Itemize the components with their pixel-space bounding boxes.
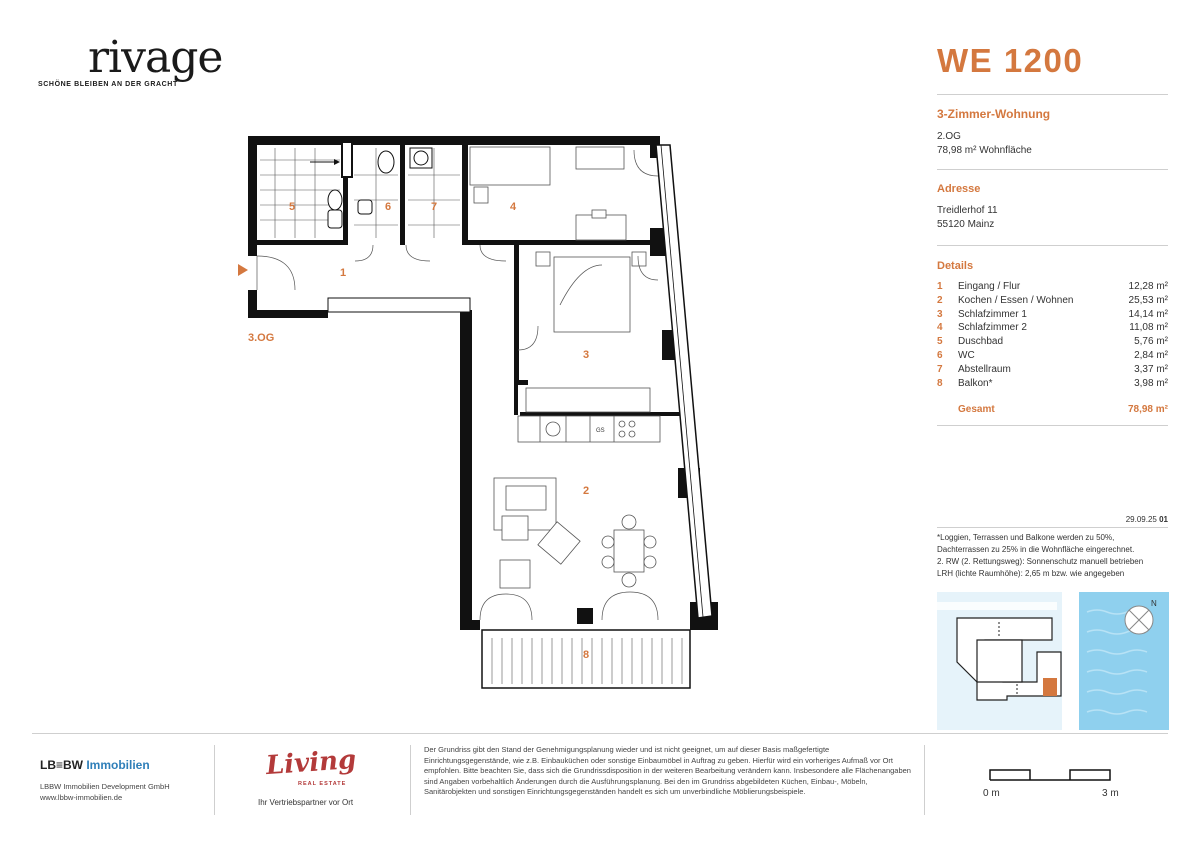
list-item: 1 Eingang / Flur 12,28 m² [937,281,1168,292]
list-item: 7 Abstellraum 3,37 m² [937,363,1168,375]
brand-tagline: SCHÖNE BLEIBEN AN DER GRACHT [38,81,178,88]
unit-floor: 2.OG [937,131,961,142]
room-number-6: 6 [385,201,392,213]
room-number-3: 3 [583,349,590,361]
lbbw-logo: LB≡BW Immobilien [40,758,150,772]
kitchen-counter [518,416,660,442]
unit-title: WE 1200 [937,42,1084,79]
details-heading: Details [937,260,974,272]
site-map [937,592,1169,730]
walls [248,136,718,630]
list-item: 4 Schlafzimmer 2 11,08 m² [937,322,1168,334]
scale-start: 0 m [983,788,1000,799]
notes: *Loggien, Terrassen und Balkone werden zu 50%, Dachterrassen zu 25% in die Wohnfläche eingerechnet. 2. RW (2. Rettungsweg): Sonnenschutz manuell betrieben LRH (lichte Raumhöhe): 2,65 m bzw. wie angegeben [937,533,1144,578]
lbbw-url[interactable]: www.lbbw-immobilien.de [40,793,123,802]
desk [576,215,626,240]
dishwasher-label: GS [596,428,605,434]
divider [937,425,1168,426]
room-number-7: 7 [431,201,438,213]
unit-type: 3-Zimmer-Wohnung [937,107,1051,121]
room-number-1: 1 [340,267,347,279]
kitchen-sink-icon [546,422,560,436]
footer-divider [32,733,1168,734]
floor-plan [230,130,730,700]
total-value: 78,98 m² [1127,404,1168,415]
list-item: 6 WC 2,84 m² [937,349,1168,361]
list-item: 5 Duschbad 5,76 m² [937,336,1168,348]
divider [937,527,1168,528]
list-item: 2 Kochen / Essen / Wohnen 25,53 m² [937,294,1168,306]
rivage-logo [38,32,228,88]
unit-area: 78,98 m² Wohnfläche [937,145,1032,156]
wardrobe [526,388,650,412]
plan-date: 29.09.25 01 [1125,515,1168,524]
og-label: 3.OG [248,332,275,344]
scale-end: 3 m [1102,788,1119,799]
room-number-5: 5 [289,201,296,213]
room-number-2: 2 [583,485,590,497]
total-label: Gesamt [958,404,995,415]
toilet-icon [328,190,342,210]
disclaimer: Der Grundriss gibt den Stand der Genehmigungsplanung wieder und ist nicht geeignet, um auf dieser Basis maßgefertigte Einrichtungsgegenstände, wie z.B. Einbauküchen oder sonstige Einbaumöbel in Auftrag zu geben. Hierfür wird ein vorheriges Aufmaß vor Ort empfohlen. Bitte beachten Sie, dass sich die Grundrissdisposition in der weiteren Bearbeitung verändern kann. Insbesondere alle Flächenangaben sind Angaben vorbehaltlich Änderungen durch die Ausführungsplanung. Bei den im Grundriss abgebildeten Küchen, Einbau-, Möbeln, Sanitärobjekten und sonstigen Einrichtungsgegenständen handelt es sich um unverbindliche Möblierungsbeispiele. [424,745,911,797]
list-item: 8 Balkon* 3,98 m² [937,377,1168,389]
facade-window [656,145,712,618]
scale-bar [980,766,1130,806]
footer-divider-v [410,745,411,815]
north-label: N [1151,599,1157,608]
address-line1: Treidlerhof 11 [937,205,998,216]
living-logo: Living [265,744,358,782]
armchair [500,560,530,588]
unit-marker [1043,678,1057,696]
footer-divider-v [214,745,215,815]
sink-icon [328,210,342,228]
divider [937,245,1168,246]
lbbw-company: LBBW Immobilien Development GmbH [40,782,170,791]
bed-2 [470,147,550,185]
dining-table [614,530,644,572]
brand-name: rivage [88,32,223,83]
living-sub: REAL ESTATE [298,781,347,787]
list-item: 3 Schlafzimmer 1 14,14 m² [937,308,1168,320]
room-number-4: 4 [510,201,517,213]
living-partner: Ihr Vertriebspartner vor Ort [258,798,354,807]
room-number-8: 8 [583,649,590,661]
divider [937,169,1168,170]
room-list [937,280,1168,390]
total-row [958,404,1168,415]
wc-toilet-icon [378,151,394,173]
divider [937,94,1168,95]
address-line2: 55120 Mainz [937,219,995,230]
address-heading: Adresse [937,183,981,195]
footer-divider-v [924,745,925,815]
